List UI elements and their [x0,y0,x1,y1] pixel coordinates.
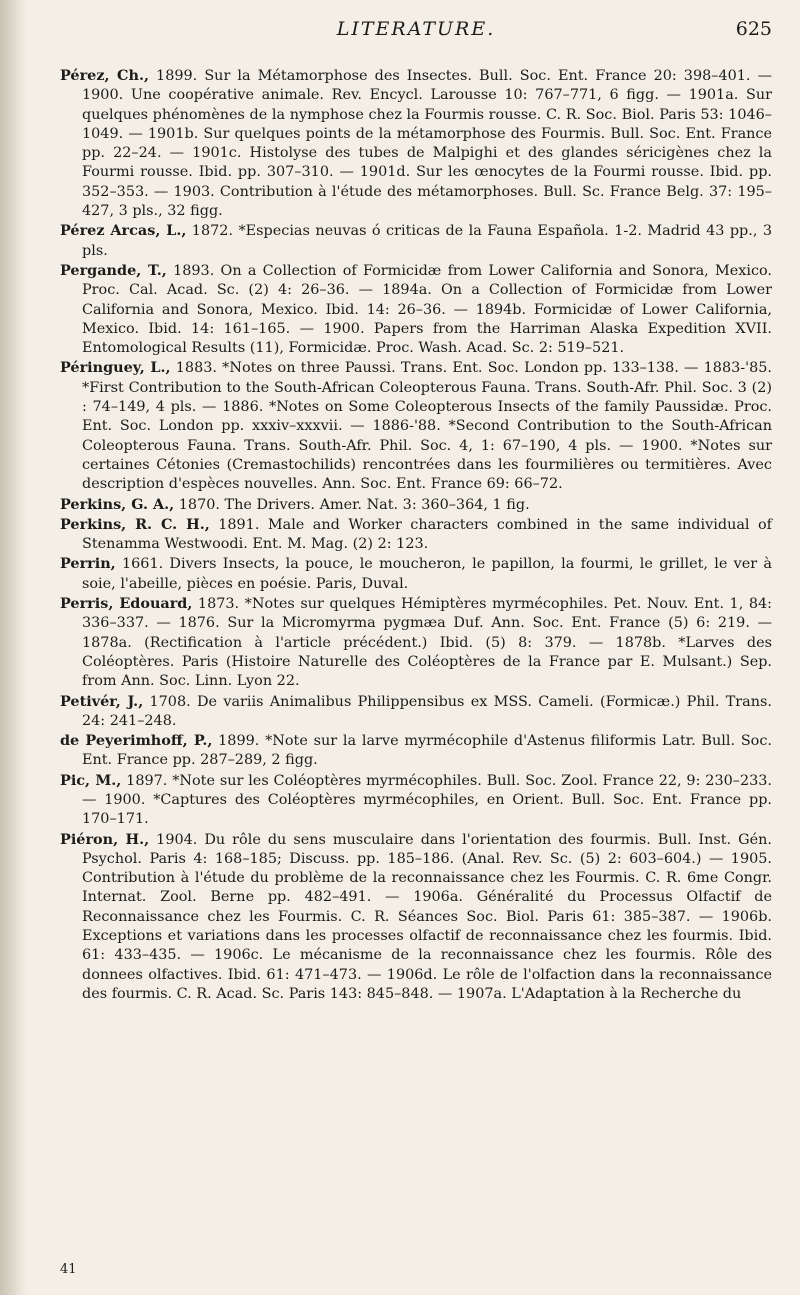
entry-text: 1708. De variis Animalibus Philippensibus ex MSS. Cameli. (Formicæ.) Phil. Trans. 24: 241–248. [82,693,772,729]
running-title: LITERATURE. [336,18,496,40]
entry-text: 1872. *Especias neuvas ó criticas de la Fauna Española. 1-2. Madrid 43 pp., 3 pls. [82,223,773,259]
entry-text: 1873. *Notes sur quelques Hémiptères myrmécophiles. Pet. Nouv. Ent. 1, 84: 336–337. — 1876. Sur la Micromyrma pygmæa Duf. Ann. Soc. Ent. France (5) 6: 219. — 1878a. (Rectification à l'article précédent.) Ibid. (5) 8: 379. — 1878b. *Larves des Coléoptères. Paris (Histoire Naturelle des Coléoptères de la France par E. Mulsant.) Sep. from Ann. Soc. Linn. Lyon 22. [82,596,772,690]
entry-author: Piéron, H., [60,830,150,848]
entry-perris [60,594,772,691]
entry-pic [60,771,772,830]
entry-text: 1899. Sur la Métamorphose des Insectes. Bull. Soc. Ent. France 20: 398–401. — 1900. Une coopérative animale. Rev. Encycl. Larousse 10: 767–771, 6 figg. — 1901a. Sur quelques phénomènes de la nymphose chez la Fourmis rousse. C. R. Soc. Biol. Paris 53: 1046–1049. — 1901b. Sur quelques points de la métamorphose des Fourmis. Bull. Soc. Ent. France pp. 22–24. — 1901c. Histolyse des tubes de Malpighi et des glandes séricigènes chez la Fourmi rousse. Ibid. pp. 307–310. — 1901d. Sur les œnocytes de la Fourmi rousse. Ibid. pp. 352–353. — 1903. Contribution à l'étude des métamorphoses. Bull. Sc. France Belg. 37: 195–427, 3 pls., 32 figg. [82,68,772,220]
bibliography-entries [60,66,772,1004]
page-header [60,14,772,50]
entry-text: 1661. Divers Insects, la pouce, le moucheron, le papillon, la fourmi, le grillet, le ver à soie, l'abeille, pièces en poésie. Paris, Duval. [82,556,772,592]
signature-mark: 41 [60,1262,77,1277]
entry-text: 1899. *Note sur la larve myrmécophile d'Astenus filiformis Latr. Bull. Soc. Ent. France pp. 287–289, 2 figg. [82,733,772,769]
entry-text: 1891. Male and Worker characters combined in the same individual of Stenamma Westwoodi. Ent. M. Mag. (2) 2: 123. [82,516,772,553]
entry-author: Perrin, [60,555,116,573]
entry-pieron [60,830,772,1005]
entry-perez-arcas [60,221,772,261]
entry-author: Perkins, G. A., [60,495,175,513]
entry-text: 1870. The Drivers. Amer. Nat. 3: 360–364, 1 fig. [174,496,530,513]
entry-text: 1897. *Note sur les Coléoptères myrmécophiles. Bull. Soc. Zool. France 22, 9: 230–233. — 1900. *Captures des Coléoptères myrmécophiles, en Orient. Bull. Soc. Ent. France pp. 170–171. [82,772,772,828]
entry-text: 1883. *Notes on three Paussi. Trans. Ent. Soc. London pp. 133–138. — 1883-'85. *First Contribution to the South-African Coleopterous Fauna. Trans. South-Afr. Phil. Soc. 3 (2) : 74–149, 4 pls. — 1886. *Notes on Some Coleopterous Insects of the family Paussidæ. Proc. Ent. Soc. London pp. xxxiv–xxxvii. — 1886-'88. *Second Contribution to the South-African Coleopterous Fauna. Trans. South-Afr. Phil. Soc. 4, 1: 67–190, 4 pls. — 1900. *Notes sur certaines Cétonies (Cremastochilids) rencontrées dans les fourmilières ou termitières. Avec description d'espèces nouvelles. Ann. Soc. Ent. France 69: 66–72. [82,360,772,493]
entry-perkins-ga [60,495,772,515]
entry-author: Perkins, R. C. H., [60,515,210,533]
page-gutter-shadow [0,0,26,1295]
entry-peringuey [60,358,772,494]
entry-peyerimhoff [60,731,772,771]
entry-text: 1893. On a Collection of Formicidæ from Lower California and Sonora, Mexico. Proc. Cal. Acad. Sc. (2) 4: 26–36. — 1894a. On a Collection of Formicidæ from Lower California and Sonora, Mexico. Ibid. 14: 26–36. — 1894b. Formicidæ of Lower California, Mexico. Ibid. 14: 161–165. — 1900. Papers from the Harriman Alaska Expedition XVII. Entomological Results (11), Formicidæ. Proc. Wash. Acad. Sc. 2: 519–521. [82,262,772,357]
entry-author: Pergande, T., [60,261,167,279]
entry-author: Petivér, J., [60,692,144,710]
entry-author: Perris, Edouard, [60,595,193,613]
entry-pergande [60,261,772,358]
entry-author: de Peyerimhoff, P., [60,732,213,750]
entry-perez-ch [60,66,772,221]
entry-perrin [60,554,772,594]
entry-petiver [60,692,772,732]
page-number: 625 [735,18,772,40]
entry-author: Péringuey, L., [60,359,171,377]
entry-perkins-rch [60,515,772,555]
entry-author: Pérez, Ch., [60,67,149,84]
entry-author: Pérez Arcas, L., [60,222,187,240]
entry-author: Pic, M., [60,771,122,789]
entry-text: 1904. Du rôle du sens musculaire dans l'orientation des fourmis. Bull. Inst. Gén. Psychol. Paris 4: 168–185; Discuss. pp. 185–186. (Anal. Rev. Sc. (5) 2: 603–604.) — 1905. Contribution à l'étude du problème de la reconnaissance chez les Fourmis. C. R. 6me Congr. Internat. Zool. Berne pp. 482–491. — 1906a. Généralité du Processus Olfactif de Reconnaissance chez les Fourmis. C. R. Séances Soc. Biol. Paris 61: 385–387. — 1906b. Exceptions et variations dans les processes olfactif de reconnaissance chez les fourmis. Ibid. 61: 433–435. — 1906c. Le mécanisme de la reconnaissance chez les fourmis. Rôle des donnees olfactives. Ibid. 61: 471–473. — 1906d. Le rôle de l'olfaction dans la reconnaissance des fourmis. C. R. Acad. Sc. Paris 143: 845–848. — 1907a. L'Adaptation à la Recherche du [82,831,772,1002]
